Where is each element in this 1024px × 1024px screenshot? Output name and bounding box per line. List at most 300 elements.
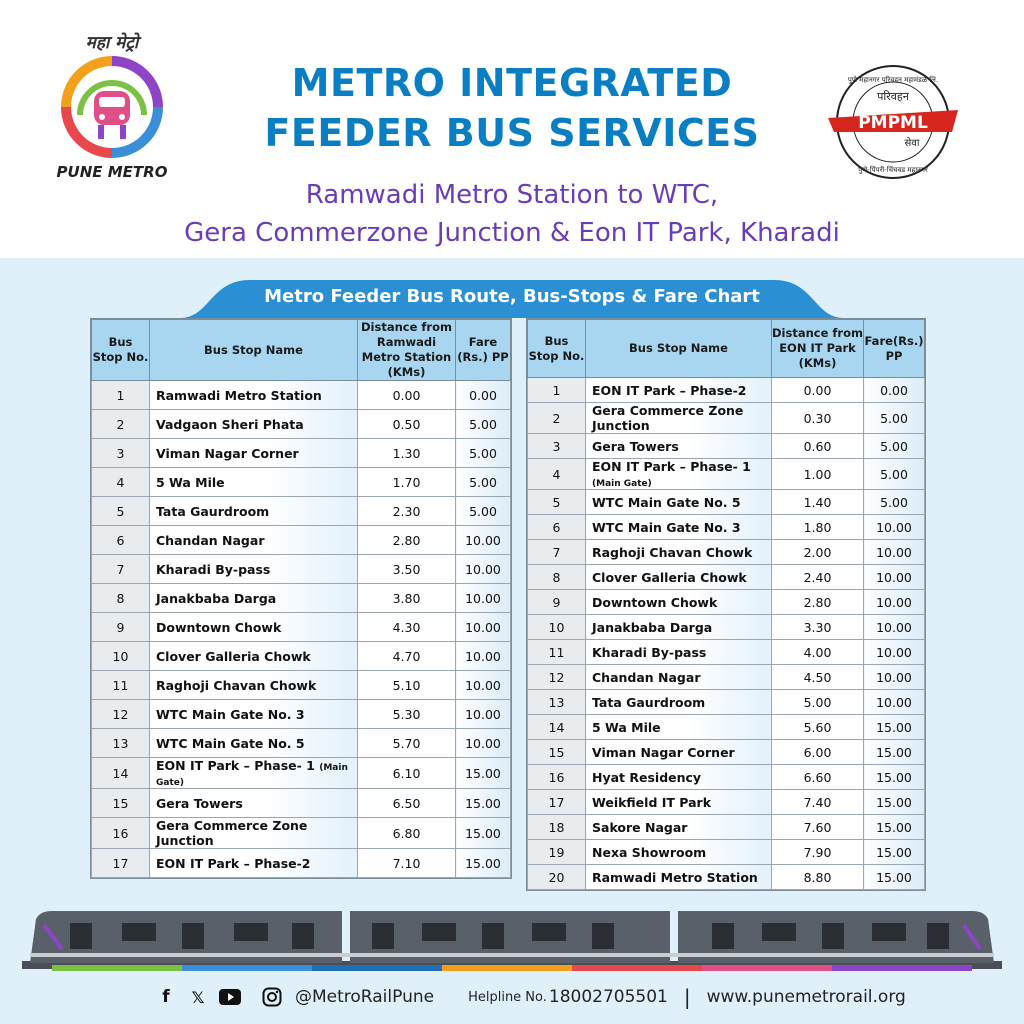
pune-metro-logo xyxy=(52,30,172,190)
page-title xyxy=(170,58,854,158)
bus-stop-no-cell xyxy=(92,613,150,642)
distance-cell xyxy=(772,615,864,640)
bus-stop-no-text: 17 xyxy=(548,794,565,810)
bus-stop-no-text: 10 xyxy=(548,619,565,635)
table-row xyxy=(528,715,925,740)
table-row xyxy=(92,849,511,878)
bus-stop-no-text: 16 xyxy=(112,825,129,841)
bus-stop-name-text: Ramwadi Metro Station xyxy=(592,869,758,885)
fare-text: 10.00 xyxy=(876,644,912,660)
table-row xyxy=(528,590,925,615)
distance-text: 2.80 xyxy=(392,532,421,548)
bus-stop-name-text: Downtown Chowk xyxy=(156,619,282,635)
distance-cell xyxy=(358,439,456,468)
bus-stop-name-text: Chandan Nagar xyxy=(592,669,701,685)
bus-stop-name-text: 5 Wa Mile xyxy=(156,474,225,490)
distance-text: 0.00 xyxy=(392,387,421,403)
fare-text: 15.00 xyxy=(876,819,912,835)
bus-stop-no-cell xyxy=(92,439,150,468)
instagram-icon[interactable] xyxy=(261,986,283,1008)
bus-stop-no-cell xyxy=(528,740,586,765)
helpline-label: Helpline No. xyxy=(468,989,547,1005)
distance-text: 3.50 xyxy=(392,561,421,577)
bus-stop-name-text: Hyat Residency xyxy=(592,769,702,785)
bus-stop-name-text: Sakore Nagar xyxy=(592,819,688,835)
table-row xyxy=(528,665,925,690)
bus-stop-name-text: Chandan Nagar xyxy=(156,532,265,548)
bus-stop-name-text: EON IT Park – Phase-2 xyxy=(156,855,311,871)
table-row xyxy=(528,565,925,590)
fare-cell xyxy=(456,642,511,671)
distance-text: 5.30 xyxy=(392,706,421,722)
bus-stop-name-text: Nexa Showroom xyxy=(592,844,707,860)
table-row xyxy=(92,700,511,729)
bus-stop-name-cell xyxy=(150,468,358,497)
table-row xyxy=(92,671,511,700)
bus-stop-name-cell xyxy=(150,584,358,613)
bus-stop-name-cell xyxy=(150,758,358,789)
bus-stop-no-cell xyxy=(92,729,150,758)
distance-cell xyxy=(772,378,864,403)
table-row xyxy=(92,439,511,468)
bus-stop-name-cell xyxy=(150,497,358,526)
bus-stop-name-cell xyxy=(586,815,772,840)
distance-text: 7.10 xyxy=(392,855,421,871)
bus-stop-no-cell xyxy=(528,665,586,690)
distance-text: 6.60 xyxy=(803,769,832,785)
distance-cell xyxy=(358,526,456,555)
bus-stop-no-cell xyxy=(528,840,586,865)
x-icon[interactable]: 𝕏 xyxy=(191,987,205,1007)
fare-cell xyxy=(864,565,925,590)
distance-text: 7.90 xyxy=(803,844,832,860)
distance-cell xyxy=(772,590,864,615)
fare-cell xyxy=(456,468,511,497)
bus-stop-name-cell xyxy=(586,403,772,434)
table-row xyxy=(528,378,925,403)
fare-cell xyxy=(456,671,511,700)
distance-cell xyxy=(772,765,864,790)
bus-stop-name-text: Gera Commerce Zone Junction xyxy=(592,403,744,433)
distance-cell xyxy=(358,818,456,849)
table-row xyxy=(528,690,925,715)
social-handle[interactable]: @MetroRailPune xyxy=(295,987,435,1007)
distance-cell xyxy=(772,515,864,540)
bus-stop-name-text: Vadgaon Sheri Phata xyxy=(156,416,304,432)
bus-stop-no-text: 13 xyxy=(548,694,565,710)
bus-stop-name-text: Janakbaba Darga xyxy=(592,619,713,635)
fare-cell xyxy=(456,758,511,789)
table-row xyxy=(92,642,511,671)
facebook-icon[interactable]: f xyxy=(162,987,170,1007)
bus-stop-name-cell xyxy=(586,640,772,665)
distance-text: 0.00 xyxy=(803,382,832,398)
bus-stop-no-cell xyxy=(92,789,150,818)
bus-stop-no-cell xyxy=(528,615,586,640)
fare-cell xyxy=(456,381,511,410)
left-table-header-row xyxy=(92,320,511,381)
title-line-1: METRO INTEGRATED xyxy=(291,61,733,105)
fare-cell xyxy=(864,715,925,740)
bus-stop-name-text: EON IT Park – Phase-2 xyxy=(592,382,747,398)
distance-text: 8.80 xyxy=(803,869,832,885)
bus-stop-no-text: 11 xyxy=(112,677,129,693)
table-row xyxy=(528,840,925,865)
header-bus-stop-no: Bus Stop No. xyxy=(92,320,150,381)
bus-stop-note-text: (Main Gate) xyxy=(156,763,348,788)
table-row xyxy=(92,818,511,849)
distance-cell xyxy=(358,613,456,642)
fare-cell xyxy=(864,815,925,840)
distance-text: 6.10 xyxy=(392,765,421,781)
fare-cell xyxy=(456,497,511,526)
bus-stop-name-cell xyxy=(586,490,772,515)
distance-cell xyxy=(772,640,864,665)
bus-stop-name-cell xyxy=(586,690,772,715)
bus-stop-no-cell xyxy=(528,865,586,890)
bus-stop-no-cell xyxy=(528,490,586,515)
distance-text: 2.80 xyxy=(803,594,832,610)
fare-text: 15.00 xyxy=(876,844,912,860)
table-row xyxy=(92,555,511,584)
bus-stop-name-cell xyxy=(150,671,358,700)
fare-text: 15.00 xyxy=(465,825,501,841)
bus-stop-no-text: 5 xyxy=(116,503,125,519)
fare-text: 10.00 xyxy=(876,519,912,535)
pmpml-brand-text: PMPML xyxy=(858,113,928,133)
bus-stop-name-cell xyxy=(586,565,772,590)
header-bus-stop-name: Bus Stop Name xyxy=(150,320,358,381)
distance-text: 6.50 xyxy=(392,795,421,811)
distance-cell xyxy=(358,555,456,584)
pmpml-bottom-arc-text: पुणे-पिंपरी-चिंचवड महानगर xyxy=(858,166,928,174)
header-fare: Fare (Rs.) PP xyxy=(456,320,511,381)
distance-text: 6.00 xyxy=(803,744,832,760)
bus-stop-name-text: EON IT Park – Phase- 1 xyxy=(156,758,315,773)
table-row xyxy=(528,490,925,515)
bus-stop-no-cell xyxy=(528,459,586,490)
distance-cell xyxy=(772,790,864,815)
distance-cell xyxy=(358,584,456,613)
fare-text: 10.00 xyxy=(465,648,501,664)
distance-cell xyxy=(772,565,864,590)
bus-stop-name-cell xyxy=(586,790,772,815)
bus-stop-name-cell xyxy=(586,590,772,615)
bus-stop-no-text: 6 xyxy=(552,519,561,535)
bus-stop-no-text: 14 xyxy=(112,765,129,781)
distance-cell xyxy=(772,434,864,459)
distance-cell xyxy=(358,700,456,729)
distance-cell xyxy=(772,540,864,565)
distance-text: 1.30 xyxy=(392,445,421,461)
distance-cell xyxy=(358,468,456,497)
distance-text: 3.30 xyxy=(803,619,832,635)
fare-cell xyxy=(456,849,511,878)
helpline-number[interactable]: 18002705501 xyxy=(548,987,668,1007)
distance-text: 5.10 xyxy=(392,677,421,693)
pmpml-seva-text: सेवा xyxy=(904,138,920,149)
bus-stop-name-cell xyxy=(586,840,772,865)
table-row xyxy=(528,615,925,640)
fare-text: 10.00 xyxy=(876,619,912,635)
distance-cell xyxy=(358,497,456,526)
fare-cell xyxy=(864,790,925,815)
bus-stop-name-cell xyxy=(150,729,358,758)
table-row xyxy=(528,540,925,565)
bus-stop-name-text: WTC Main Gate No. 3 xyxy=(156,706,305,722)
fare-cell xyxy=(864,378,925,403)
bus-stop-name-cell xyxy=(586,740,772,765)
bus-stop-name-text: Gera Towers xyxy=(156,795,243,811)
distance-cell xyxy=(358,642,456,671)
bus-stop-no-text: 5 xyxy=(552,494,561,510)
table-row xyxy=(528,640,925,665)
bus-stop-no-cell xyxy=(92,410,150,439)
bus-stop-name-text: Downtown Chowk xyxy=(592,594,718,610)
distance-text: 2.00 xyxy=(803,544,832,560)
bus-stop-name-text: WTC Main Gate No. 5 xyxy=(156,735,305,751)
distance-text: 2.40 xyxy=(803,569,832,585)
table-row xyxy=(92,526,511,555)
table-row xyxy=(92,758,511,789)
metro-ring-icon xyxy=(60,55,164,159)
bus-stop-no-text: 2 xyxy=(116,416,125,432)
fare-cell xyxy=(456,818,511,849)
header-bus-stop-name: Bus Stop Name xyxy=(586,320,772,378)
bus-stop-no-text: 3 xyxy=(552,438,561,454)
bus-stop-no-text: 17 xyxy=(112,855,129,871)
bus-stop-no-cell xyxy=(528,565,586,590)
bus-stop-no-cell xyxy=(92,818,150,849)
bus-stop-name-cell xyxy=(586,665,772,690)
fare-text: 15.00 xyxy=(876,744,912,760)
bus-stop-name-text: Raghoji Chavan Chowk xyxy=(156,677,317,693)
fare-text: 10.00 xyxy=(465,619,501,635)
distance-cell xyxy=(772,740,864,765)
bus-stop-no-cell xyxy=(528,590,586,615)
bus-stop-name-cell xyxy=(586,540,772,565)
table-row xyxy=(528,740,925,765)
fare-cell xyxy=(456,700,511,729)
distance-cell xyxy=(772,665,864,690)
distance-text: 5.60 xyxy=(803,719,832,735)
distance-text: 3.80 xyxy=(392,590,421,606)
bus-stop-no-cell xyxy=(528,540,586,565)
bus-stop-name-text: Ramwadi Metro Station xyxy=(156,387,322,403)
bus-stop-no-cell xyxy=(528,434,586,459)
distance-text: 1.40 xyxy=(803,494,832,510)
bus-stop-name-text: Gera Commerce Zone Junction xyxy=(156,818,308,848)
bus-stop-name-cell xyxy=(150,789,358,818)
bus-stop-name-text: WTC Main Gate No. 5 xyxy=(592,494,741,510)
bus-stop-name-cell xyxy=(150,818,358,849)
distance-cell xyxy=(358,849,456,878)
fare-cell xyxy=(864,403,925,434)
fare-text: 15.00 xyxy=(465,795,501,811)
fare-text: 15.00 xyxy=(465,765,501,781)
bus-stop-name-cell xyxy=(150,410,358,439)
distance-text: 0.60 xyxy=(803,438,832,454)
fare-text: 10.00 xyxy=(876,544,912,560)
bus-stop-name-text: Viman Nagar Corner xyxy=(592,744,735,760)
bus-stop-no-cell xyxy=(92,555,150,584)
fare-text: 5.00 xyxy=(880,438,908,454)
header-distance: Distance from EON IT Park (KMs) xyxy=(772,320,864,378)
title-line-2: FEEDER BUS SERVICES xyxy=(264,111,760,155)
fare-text: 10.00 xyxy=(465,532,501,548)
footer-contact-row xyxy=(155,982,906,1012)
bus-stop-name-text: Clover Galleria Chowk xyxy=(592,569,747,585)
bus-stop-name-text: Raghoji Chavan Chowk xyxy=(592,544,753,560)
bus-stop-no-cell xyxy=(528,715,586,740)
header-distance: Distance from Ramwadi Metro Station (KMs) xyxy=(358,320,456,381)
bus-stop-name-text: Janakbaba Darga xyxy=(156,590,277,606)
bus-stop-no-cell xyxy=(92,642,150,671)
fare-cell xyxy=(864,434,925,459)
table-row xyxy=(528,459,925,490)
bus-stop-no-cell xyxy=(92,849,150,878)
route-subtitle xyxy=(110,176,914,252)
section-title: Metro Feeder Bus Route, Bus-Stops & Fare Chart xyxy=(264,286,760,307)
bus-stop-name-cell xyxy=(150,642,358,671)
bus-stop-name-text: EON IT Park – Phase- 1 xyxy=(592,459,751,474)
bus-stop-no-text: 6 xyxy=(116,532,125,548)
bus-stop-name-text: Kharadi By-pass xyxy=(156,561,271,577)
bus-stop-no-text: 9 xyxy=(552,594,561,610)
distance-cell xyxy=(358,758,456,789)
bus-stop-no-cell xyxy=(92,526,150,555)
fare-text: 15.00 xyxy=(876,719,912,735)
distance-text: 1.80 xyxy=(803,519,832,535)
distance-text: 7.60 xyxy=(803,819,832,835)
distance-cell xyxy=(358,729,456,758)
fare-cell xyxy=(864,740,925,765)
bus-stop-no-text: 8 xyxy=(116,590,125,606)
bus-stop-name-text: Tata Gaurdroom xyxy=(156,503,270,519)
fare-text: 5.00 xyxy=(880,410,908,426)
fare-text: 5.00 xyxy=(469,416,497,432)
fare-cell xyxy=(456,584,511,613)
fare-cell xyxy=(864,590,925,615)
bus-stop-name-text: Gera Towers xyxy=(592,438,679,454)
pmpml-logo xyxy=(824,60,962,184)
fare-cell xyxy=(456,729,511,758)
distance-cell xyxy=(772,459,864,490)
bus-stop-no-cell xyxy=(92,671,150,700)
bus-stop-name-cell xyxy=(586,515,772,540)
subtitle-line-1: Ramwadi Metro Station to WTC, xyxy=(305,180,719,210)
fare-cell xyxy=(864,665,925,690)
distance-text: 2.30 xyxy=(392,503,421,519)
table-row xyxy=(92,468,511,497)
distance-text: 4.00 xyxy=(803,644,832,660)
logo-devanagari-text: महा मेट्रो xyxy=(85,33,139,53)
fare-cell xyxy=(864,459,925,490)
bus-stop-no-text: 7 xyxy=(552,544,561,560)
fare-text: 10.00 xyxy=(465,706,501,722)
bus-stop-name-cell xyxy=(150,849,358,878)
distance-cell xyxy=(772,403,864,434)
table-row xyxy=(528,765,925,790)
youtube-icon[interactable] xyxy=(219,986,241,1008)
distance-cell xyxy=(358,671,456,700)
metro-train-illustration xyxy=(22,905,1002,975)
left-fare-table xyxy=(90,318,512,879)
bus-stop-name-cell xyxy=(150,555,358,584)
fare-text: 5.00 xyxy=(469,503,497,519)
table-row xyxy=(92,729,511,758)
bus-stop-name-cell xyxy=(586,865,772,890)
fare-cell xyxy=(864,865,925,890)
bus-stop-no-cell xyxy=(92,700,150,729)
bus-stop-no-cell xyxy=(92,584,150,613)
distance-cell xyxy=(772,865,864,890)
fare-text: 15.00 xyxy=(876,769,912,785)
table-row xyxy=(92,789,511,818)
distance-cell xyxy=(358,381,456,410)
distance-text: 0.30 xyxy=(803,410,832,426)
distance-text: 4.50 xyxy=(803,669,832,685)
bus-stop-no-text: 19 xyxy=(548,844,565,860)
fare-cell xyxy=(864,840,925,865)
bus-stop-no-text: 10 xyxy=(112,648,129,664)
distance-cell xyxy=(772,715,864,740)
bus-stop-name-text: Weikfield IT Park xyxy=(592,794,712,810)
bus-stop-no-text: 12 xyxy=(112,706,129,722)
fare-text: 10.00 xyxy=(465,677,501,693)
header-fare: Fare(Rs.) PP xyxy=(864,320,925,378)
table-row xyxy=(92,497,511,526)
distance-cell xyxy=(358,789,456,818)
fare-cell xyxy=(456,555,511,584)
distance-text: 0.50 xyxy=(392,416,421,432)
fare-text: 10.00 xyxy=(465,590,501,606)
distance-text: 5.00 xyxy=(803,694,832,710)
fare-cell xyxy=(864,615,925,640)
table-row xyxy=(92,381,511,410)
bus-stop-no-text: 1 xyxy=(552,382,561,398)
fare-cell xyxy=(864,540,925,565)
bus-stop-no-cell xyxy=(528,690,586,715)
bus-stop-name-text: Kharadi By-pass xyxy=(592,644,707,660)
fare-cell xyxy=(864,640,925,665)
fare-text: 0.00 xyxy=(880,382,908,398)
pmpml-mid-text: परिवहन xyxy=(877,90,909,103)
distance-text: 4.70 xyxy=(392,648,421,664)
fare-cell xyxy=(864,515,925,540)
fare-text: 0.00 xyxy=(469,387,497,403)
bus-stop-no-text: 15 xyxy=(112,795,129,811)
bus-stop-no-text: 7 xyxy=(116,561,125,577)
table-row xyxy=(528,790,925,815)
bus-stop-no-text: 14 xyxy=(548,719,565,735)
distance-text: 6.80 xyxy=(392,825,421,841)
fare-text: 5.00 xyxy=(880,466,908,482)
bus-stop-no-cell xyxy=(528,515,586,540)
table-row xyxy=(528,403,925,434)
fare-text: 10.00 xyxy=(876,669,912,685)
fare-text: 10.00 xyxy=(876,569,912,585)
right-fare-table xyxy=(526,318,926,891)
bus-stop-name-cell xyxy=(150,526,358,555)
subtitle-line-2: Gera Commerzone Junction & Eon IT Park, Kharadi xyxy=(184,218,840,248)
bus-stop-name-text: WTC Main Gate No. 3 xyxy=(592,519,741,535)
website-link[interactable]: www.punemetrorail.org xyxy=(706,987,906,1007)
fare-cell xyxy=(456,526,511,555)
bus-stop-no-text: 4 xyxy=(552,466,561,482)
bus-stop-no-cell xyxy=(92,497,150,526)
table-row xyxy=(92,410,511,439)
